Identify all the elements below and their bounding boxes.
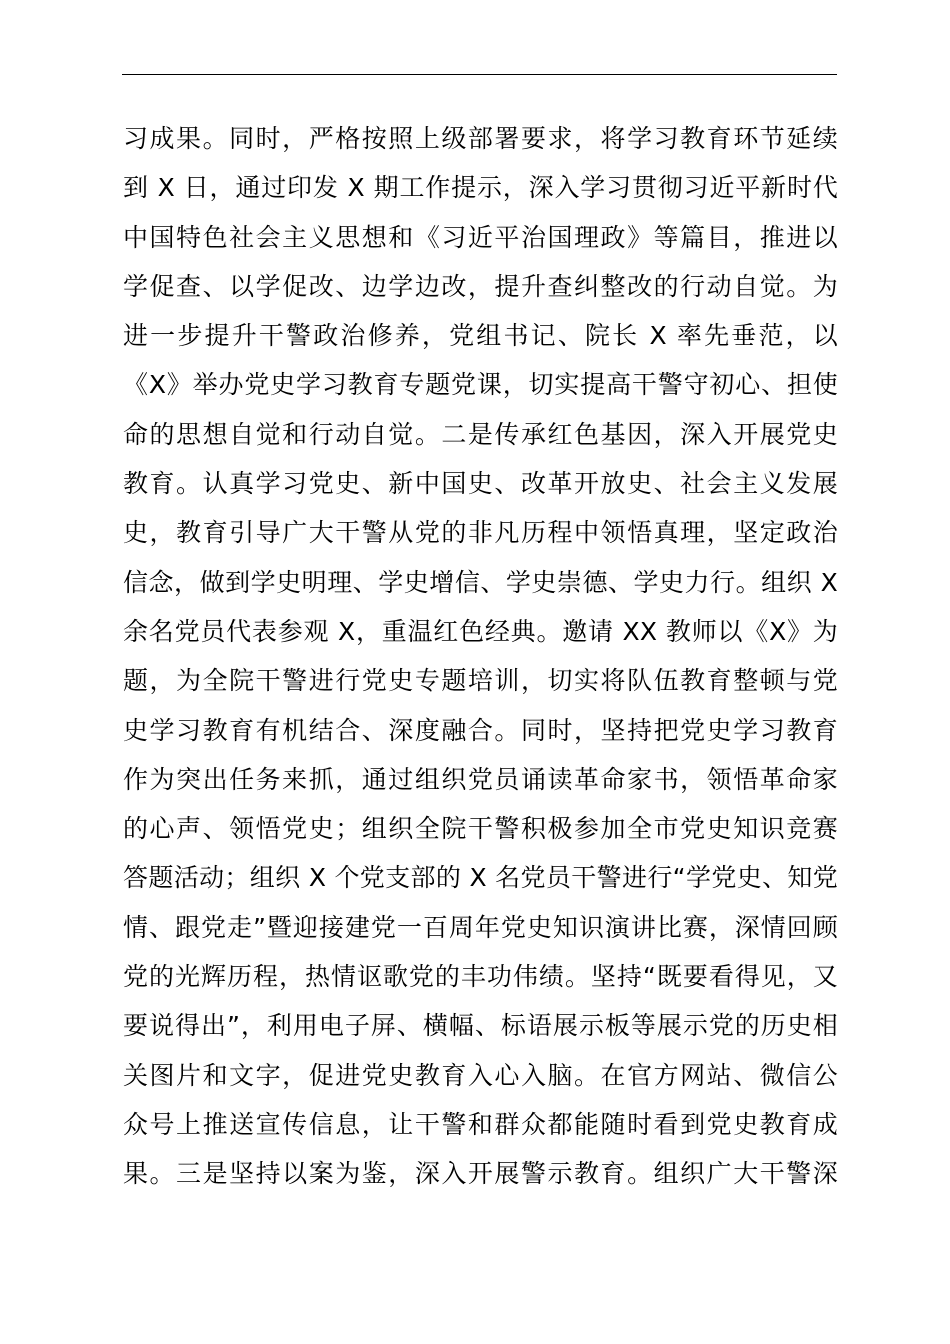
header-rule — [122, 74, 837, 75]
text-line: 的心声、领悟党史；组织全院干警积极参加全市党史知识竞赛 — [123, 814, 838, 844]
text-line: 答题活动；组织 X 个党支部的 X 名党员干警进行“学党史、知党 — [123, 863, 838, 893]
text-line: 题，为全院干警进行党史专题培训，切实将队伍教育整顿与党 — [123, 666, 838, 696]
text-line: 进一步提升干警政治修养，党组书记、院长 X 率先垂范，以 — [123, 321, 838, 351]
text-line: 史，教育引导广大干警从党的非凡历程中领悟真理，坚定政治 — [123, 518, 838, 548]
text-line: 果。三是坚持以案为鉴，深入开展警示教育。组织广大干警深 — [123, 1159, 838, 1189]
text-line: 到 X 日，通过印发 X 期工作提示，深入学习贯彻习近平新时代 — [123, 173, 838, 203]
text-line: 作为突出任务来抓，通过组织党员诵读革命家书，领悟革命家 — [123, 764, 838, 794]
text-line: 情、跟党走”暨迎接建党一百周年党史知识演讲比赛，深情回顾 — [123, 912, 838, 942]
text-line: 中国特色社会主义思想和《习近平治国理政》等篇目，推进以 — [123, 222, 838, 252]
text-line: 信念，做到学史明理、学史增信、学史崇德、学史力行。组织 X — [123, 567, 838, 597]
text-line: 要说得出”，利用电子屏、横幅、标语展示板等展示党的历史相 — [123, 1011, 838, 1041]
text-line: 史学习教育有机结合、深度融合。同时，坚持把党史学习教育 — [123, 715, 838, 745]
text-line: 关图片和文字，促进党史教育入心入脑。在官方网站、微信公 — [123, 1060, 838, 1090]
text-line: 众号上推送宣传信息，让干警和群众都能随时看到党史教育成 — [123, 1109, 838, 1139]
text-line: 习成果。同时，严格按照上级部署要求，将学习教育环节延续 — [123, 124, 838, 153]
text-line: 党的光辉历程，热情讴歌党的丰功伟绩。坚持“既要看得见，又 — [123, 962, 838, 992]
text-line: 教育。认真学习党史、新中国史、改革开放史、社会主义发展 — [123, 469, 838, 499]
text-line: 《X》举办党史学习教育专题党课，切实提高干警守初心、担使 — [123, 370, 838, 400]
body-text — [123, 114, 838, 1199]
text-line: 余名党员代表参观 X，重温红色经典。邀请 XX 教师以《X》为 — [123, 616, 838, 646]
text-line: 学促查、以学促改、边学边改，提升查纠整改的行动自觉。为 — [123, 271, 838, 301]
text-line: 命的思想自觉和行动自觉。二是传承红色基因，深入开展党史 — [123, 419, 838, 449]
